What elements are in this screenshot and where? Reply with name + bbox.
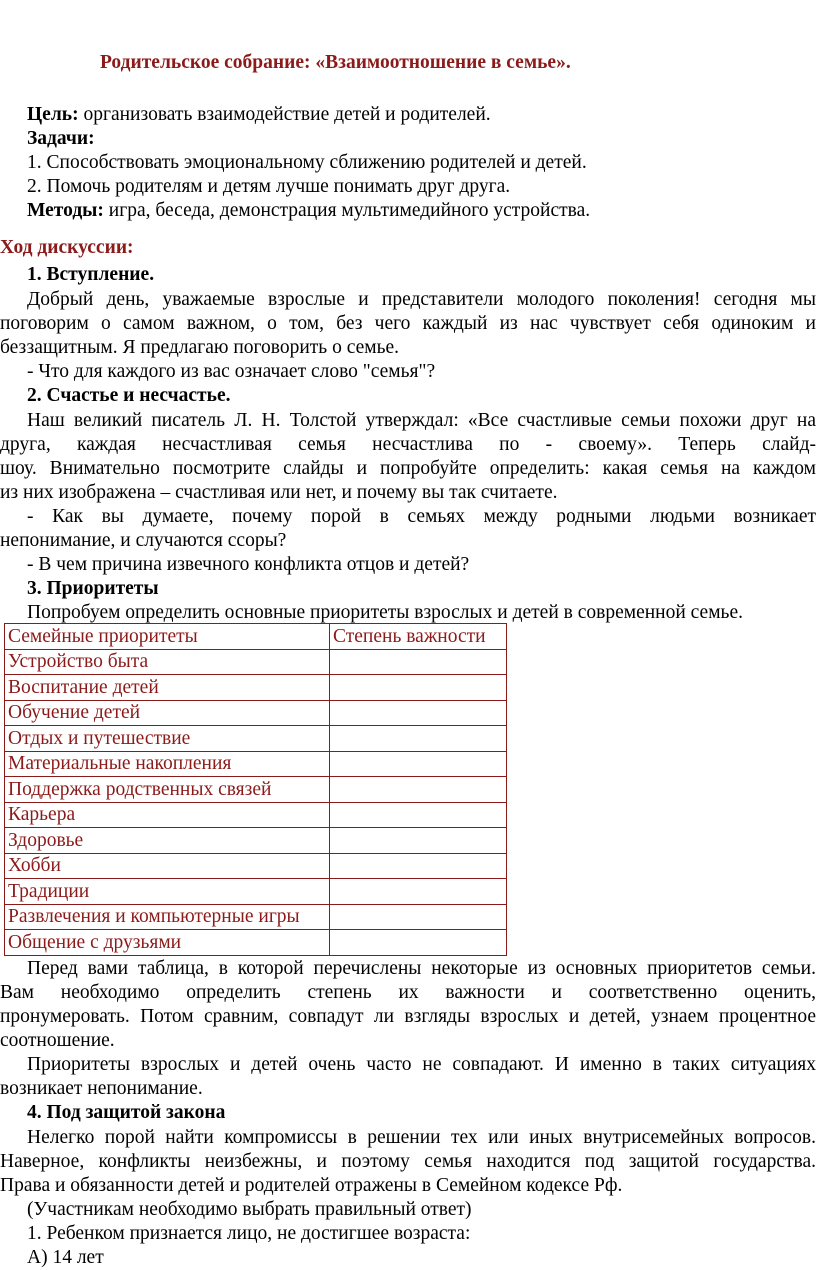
section2-paragraph-last: из них изображена – счастливая или нет, и почему вы так считаете.	[0, 482, 558, 503]
methods-text: игра, беседа, демонстрация мультимедийного устройства.	[103, 200, 591, 221]
table-cell: Отдых и путешествие	[5, 726, 330, 752]
table-cell-empty	[330, 879, 507, 905]
table-row	[5, 751, 507, 777]
page-title: Родительское собрание: «Взаимоотношение в семье».	[100, 52, 571, 73]
table-header-row	[5, 624, 507, 650]
task-item-2: 2. Помочь родителям и детям лучше понимать друг друга.	[27, 176, 511, 197]
table-row	[5, 828, 507, 854]
section3-after-line: пронумеровать. Потом сравним, совпадут ли взгляды взрослых и детей, узнаем процентное	[0, 1006, 816, 1027]
section4-note: (Участникам необходимо выбрать правильный ответ)	[27, 1199, 472, 1220]
section3-p2-line: Приоритеты взрослых и детей очень часто не совпадают. И именно в таких ситуациях	[27, 1054, 816, 1075]
table-cell-empty	[330, 904, 507, 930]
table-row	[5, 649, 507, 675]
table-row	[5, 853, 507, 879]
table-cell-empty	[330, 726, 507, 752]
goal-line	[27, 103, 491, 127]
section1-question: - Что для каждого из вас означает слово "семья"?	[27, 361, 436, 382]
table-row	[5, 802, 507, 828]
table-cell: Развлечения и компьютерные игры	[5, 904, 330, 930]
task-item-1: 1. Способствовать эмоциональному сближению родителей и детей.	[27, 152, 587, 173]
table-row	[5, 930, 507, 956]
section2-paragraph-line: Наш великий писатель Л. Н. Толстой утверждал: «Все счастливые семьи похожи друг на	[27, 410, 816, 431]
section2-paragraph-line: друга, каждая несчастливая семья несчастлива по - своему». Теперь слайд-	[0, 434, 816, 455]
goal-label: Цель:	[27, 104, 79, 125]
table-header-cell: Семейные приоритеты	[5, 624, 330, 650]
table-row	[5, 904, 507, 930]
section1-paragraph-line: поговорим о самом важном, о том, без чего каждый из нас чувствует себя одиноким и	[0, 313, 816, 334]
section1-paragraph-line: Добрый день, уважаемые взрослые и представители молодого поколения! сегодня мы	[27, 289, 816, 310]
table-cell-empty	[330, 828, 507, 854]
section3-after-line: Перед вами таблица, в которой перечислены некоторые из основных приоритетов семьи.	[27, 958, 816, 979]
section2-question-line: - Как вы думаете, почему порой в семьях между родными людьми возникает	[27, 506, 816, 527]
table-cell: Общение с друзьями	[5, 930, 330, 956]
table-cell: Поддержка родственных связей	[5, 777, 330, 803]
section3-p2-last: возникает непонимание.	[0, 1078, 203, 1099]
table-cell-empty	[330, 802, 507, 828]
section4-heading: 4. Под защитой закона	[27, 1102, 226, 1123]
section3-intro: Попробуем определить основные приоритеты взрослых и детей в современной семье.	[27, 602, 743, 623]
table-cell: Хобби	[5, 853, 330, 879]
section4-question-1: 1. Ребенком признается лицо, не достигшее возраста:	[27, 1223, 471, 1244]
table-cell-empty	[330, 700, 507, 726]
section4-answer-a: А) 14 лет	[27, 1247, 104, 1268]
table-row	[5, 675, 507, 701]
table-row	[5, 777, 507, 803]
section4-line: Наверное, конфликты неизбежны, и поэтому семья находится под защитой государства.	[0, 1151, 816, 1172]
table-row	[5, 726, 507, 752]
section2-question-last: непонимание, и случаются ссоры?	[0, 530, 287, 551]
section3-after-last: соотношение.	[0, 1030, 115, 1051]
table-cell-empty	[330, 930, 507, 956]
table-cell-empty	[330, 777, 507, 803]
section4-line: Нелегко порой найти компромиссы в решении тех или иных внутрисемейных вопросов.	[27, 1127, 816, 1148]
table-cell: Обучение детей	[5, 700, 330, 726]
table-header-cell: Степень важности	[330, 624, 507, 650]
table-cell: Материальные накопления	[5, 751, 330, 777]
table-cell: Карьера	[5, 802, 330, 828]
tasks-label: Задачи:	[27, 128, 95, 149]
section3-heading: 3. Приоритеты	[27, 578, 159, 599]
discussion-heading: Ход дискуссии:	[0, 237, 134, 258]
table-cell: Здоровье	[5, 828, 330, 854]
section2-paragraph-line: шоу. Внимательно посмотрите слайды и попробуйте определить: какая семья на каждом	[0, 458, 816, 479]
section1-paragraph-last: беззащитным. Я предлагаю поговорить о семье.	[0, 337, 400, 358]
section2-heading: 2. Счастье и несчастье.	[27, 385, 231, 406]
table-cell-empty	[330, 853, 507, 879]
table-row	[5, 700, 507, 726]
table-cell: Воспитание детей	[5, 675, 330, 701]
methods-line	[27, 199, 590, 223]
table-cell-empty	[330, 649, 507, 675]
section3-after-line: Вам необходимо определить степень их важности и соответственно оценить,	[0, 982, 816, 1003]
section2-question-2: - В чем причина извечного конфликта отцов и детей?	[27, 554, 470, 575]
section4-last: Права и обязанности детей и родителей отражены в Семейном кодексе Рф.	[0, 1175, 623, 1196]
table-cell-empty	[330, 751, 507, 777]
section1-heading: 1. Вступление.	[27, 264, 155, 285]
priorities-table	[4, 623, 507, 956]
table-cell-empty	[330, 675, 507, 701]
table-cell: Устройство быта	[5, 649, 330, 675]
goal-text: организовать взаимодействие детей и родителей.	[78, 104, 491, 125]
table-row	[5, 879, 507, 905]
methods-label: Методы:	[27, 200, 104, 221]
table-cell: Традиции	[5, 879, 330, 905]
